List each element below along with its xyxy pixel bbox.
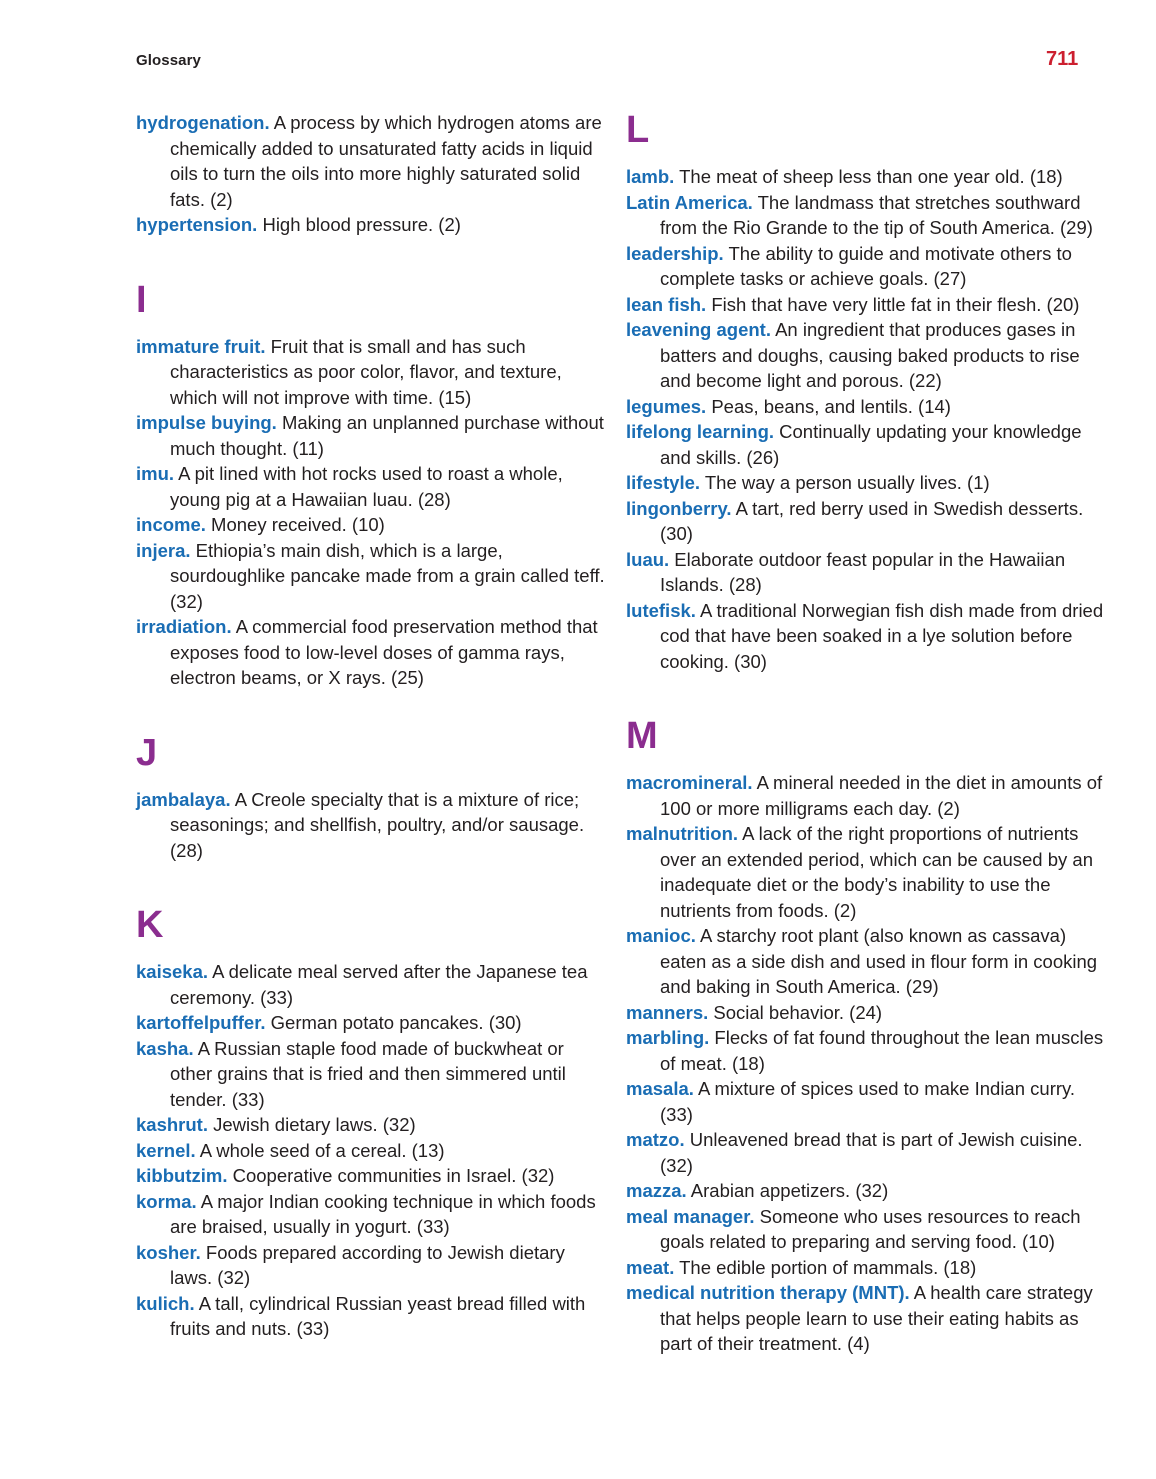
glossary-entry [626,1127,1106,1178]
glossary-term: leavening agent. [626,319,771,340]
glossary-entry [626,496,1106,547]
glossary-entry [626,164,1106,190]
glossary-term: leadership. [626,242,724,264]
section-gap-small [136,775,606,787]
glossary-term: malnutrition. [626,823,739,844]
glossary-definition: A process by which hydrogen atoms are chemically added to unsaturated fatty acids in liquid oils to turn the oils into more highly saturated solid fats. (2) [170,112,602,210]
glossary-term: kulich. [136,1292,195,1314]
glossary-definition: German potato pancakes. (30) [265,1012,522,1033]
glossary-entry [626,1000,1106,1026]
glossary-term: Latin America. [626,191,753,213]
section-gap-small [626,758,1106,770]
glossary-column-right [626,108,1106,1357]
section-letter: L [626,109,650,151]
glossary-definition: Peas, beans, and lentils. (14) [706,395,951,417]
glossary-definition: A tall, cylindrical Russian yeast bread filled with fruits and nuts. (33) [170,1292,586,1339]
glossary-term: lutefisk. [626,599,696,621]
glossary-entry [136,1112,606,1138]
glossary-entry [626,547,1106,598]
glossary-entry [136,1138,606,1164]
glossary-entry [136,1291,606,1342]
section-gap [626,674,1106,714]
glossary-term: mazza. [626,1180,687,1201]
glossary-term: lean fish. [626,293,707,315]
glossary-definition: The landmass that stretches southward from the Rio Grande to the tip of South America. (29) [660,191,1093,238]
glossary-entry [626,923,1106,1000]
glossary-entry [626,1280,1106,1357]
glossary-definition: Arabian appetizers. (32) [686,1180,889,1201]
glossary-entry [626,419,1106,470]
glossary-term: injera. [136,539,191,561]
glossary-definition: A mineral needed in the diet in amounts of 100 or more milligrams each day. (2) [660,772,1103,819]
glossary-entry [136,787,606,864]
glossary-definition: Cooperative communities in Israel. (32) [227,1165,555,1186]
glossary-entry [626,1255,1106,1281]
page-number: 711 [1046,48,1079,70]
section-letter: J [136,731,158,774]
glossary-term: manioc. [626,925,696,946]
section-gap [136,238,606,278]
glossary-definition: Money received. (10) [205,514,385,535]
glossary-entry [626,317,1106,394]
glossary-entry [136,538,606,615]
glossary-term: medical nutrition therapy (MNT). [626,1282,910,1303]
glossary-definition: Elaborate outdoor feast popular in the Hawaiian Islands. (28) [660,548,1066,595]
glossary-entry [136,410,606,461]
glossary-entry [136,1189,606,1240]
glossary-term: manners. [626,1001,709,1023]
running-head: Glossary [136,52,202,69]
glossary-entry [136,461,606,512]
glossary-entry [626,1025,1106,1076]
glossary-term: kartoffelpuffer. [136,1012,266,1033]
glossary-term: irradiation. [136,616,232,637]
glossary-term: matzo. [626,1129,685,1150]
glossary-term: luau. [626,548,670,570]
section-gap [136,691,606,731]
section-gap-small [136,947,606,959]
glossary-definition: Jewish dietary laws. (32) [207,1114,416,1135]
glossary-entry [136,1163,606,1189]
section-letter: I [136,278,147,321]
glossary-definition: A Creole specialty that is a mixture of rice; seasonings; and shellfish, poultry, and/or sausage. (28) [170,788,585,861]
glossary-term: kosher. [136,1241,201,1263]
glossary-definition: An ingredient that produces gases in batters and doughs, causing baked products to rise and become light and porous. (22) [660,319,1080,391]
glossary-term: kibbutzim. [136,1165,228,1186]
glossary-term: meat. [626,1256,675,1278]
section-gap [136,863,606,903]
glossary-entry [136,1010,606,1036]
glossary-entry [626,292,1106,318]
glossary-definition: Making an unplanned purchase without much thought. (11) [170,412,604,459]
glossary-definition: Unleavened bread that is part of Jewish cuisine. (32) [660,1129,1083,1176]
glossary-entry [136,614,606,691]
glossary-definition: Someone who uses resources to reach goals related to preparing and serving food. (10) [660,1205,1081,1252]
glossary-definition: Ethiopia’s main dish, which is a large, sourdoughlike pancake made from a grain called teff. (32) [170,539,605,612]
glossary-column-left [136,110,606,1342]
glossary-definition: Continually updating your knowledge and skills. (26) [660,421,1082,468]
glossary-term: macromineral. [626,772,753,793]
glossary-term: legumes. [626,395,707,417]
glossary-entry [626,1204,1106,1255]
glossary-term: lifelong learning. [626,421,775,442]
glossary-entry [626,821,1106,923]
glossary-term: kernel. [136,1139,196,1161]
glossary-entry [136,110,606,212]
glossary-definition: Flecks of fat found throughout the lean muscles of meat. (18) [660,1027,1104,1074]
glossary-entry [136,212,606,238]
glossary-definition: The edible portion of mammals. (18) [674,1256,977,1278]
glossary-entry [626,394,1106,420]
glossary-term: meal manager. [626,1205,755,1227]
glossary-definition: Fruit that is small and has such characteristics as poor color, flavor, and texture, which will not improve with time. (15) [170,335,562,408]
glossary-entry [626,470,1106,496]
glossary-term: kasha. [136,1037,194,1059]
glossary-definition: A pit lined with hot rocks used to roast a whole, young pig at a Hawaiian luau. (28) [170,463,563,510]
glossary-term: kaiseka. [136,961,209,982]
glossary-definition: A mixture of spices used to make Indian curry. (33) [660,1078,1076,1125]
glossary-term: kashrut. [136,1114,208,1135]
glossary-term: korma. [136,1190,197,1212]
section-gap-small [136,322,606,334]
glossary-definition: A Russian staple food made of buckwheat or other grains that is fried and then simmered until tender. (33) [170,1037,566,1110]
glossary-term: immature fruit. [136,335,266,357]
glossary-entry [136,512,606,538]
glossary-definition: A delicate meal served after the Japanese tea ceremony. (33) [170,961,588,1008]
glossary-entry [626,1076,1106,1127]
glossary-definition: High blood pressure. (2) [257,214,461,235]
glossary-definition: A health care strategy that helps people learn to use their eating habits as part of their treatment. (4) [660,1282,1093,1354]
glossary-term: hypertension. [136,214,258,235]
glossary-definition: Fish that have very little fat in their flesh. (20) [706,293,1080,315]
glossary-definition: A lack of the right proportions of nutrients over an extended period, which can be caused by an inadequate diet or the body’s inability to use the nutrients from foods. (2) [660,823,1093,921]
glossary-term: jambalaya. [136,788,231,810]
glossary-entry [626,598,1106,675]
glossary-definition: The way a person usually lives. (1) [700,472,990,493]
section-letter: M [626,715,658,757]
glossary-entry [136,334,606,411]
glossary-term: income. [136,514,206,535]
glossary-term: imu. [136,463,175,484]
glossary-definition: The ability to guide and motivate others to complete tasks or achieve goals. (27) [660,242,1072,289]
glossary-entry [626,190,1106,241]
glossary-term: lingonberry. [626,497,732,519]
glossary-entry [136,959,606,1010]
glossary-entry [626,770,1106,821]
glossary-definition: A traditional Norwegian fish dish made from dried cod that have been soaked in a lye solution before cooking. (30) [660,599,1104,672]
glossary-entry [136,1240,606,1291]
glossary-term: marbling. [626,1027,710,1048]
glossary-entry [626,1178,1106,1204]
glossary-definition: Foods prepared according to Jewish dietary laws. (32) [170,1241,565,1288]
glossary-definition: The meat of sheep less than one year old. (18) [674,166,1063,187]
glossary-definition: A starchy root plant (also known as cassava) eaten as a side dish and used in flour form in cooking and baking in South America. (29) [660,925,1098,997]
glossary-term: lamb. [626,166,675,187]
glossary-entry [626,241,1106,292]
glossary-definition: Social behavior. (24) [708,1001,883,1023]
glossary-term: lifestyle. [626,472,701,493]
glossary-term: masala. [626,1078,694,1099]
glossary-definition: A major Indian cooking technique in which foods are braised, usually in yogurt. (33) [170,1190,596,1237]
glossary-term: impulse buying. [136,412,277,433]
section-gap-small [626,152,1106,164]
section-letter: K [136,904,164,946]
glossary-definition: A tart, red berry used in Swedish desserts. (30) [660,497,1084,544]
glossary-term: hydrogenation. [136,112,270,133]
glossary-definition: A commercial food preservation method that exposes food to low-level doses of gamma rays, electron beams, or X rays. (25) [170,616,598,688]
glossary-definition: A whole seed of a cereal. (13) [195,1139,445,1161]
glossary-entry [136,1036,606,1113]
